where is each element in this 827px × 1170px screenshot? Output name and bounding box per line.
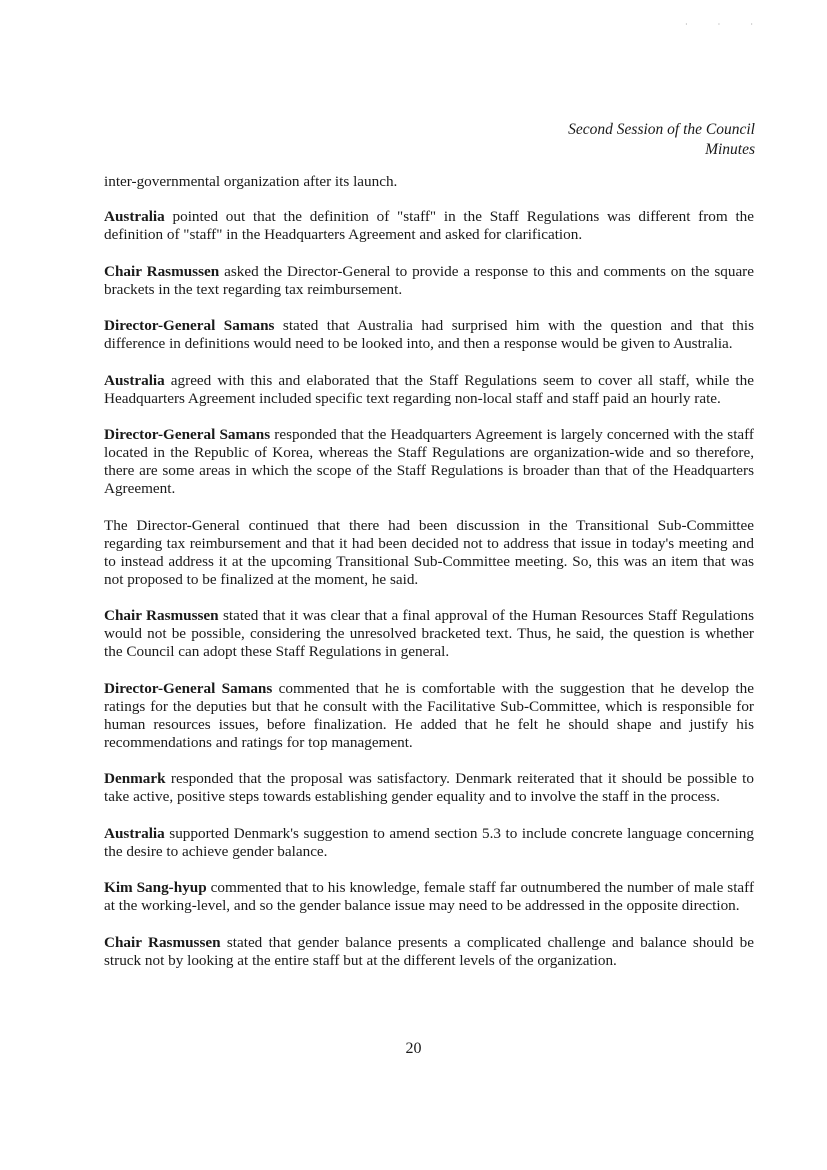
speaker-name: Director-General Samans <box>104 679 273 697</box>
paragraph-text: responded that the proposal was satisfactory. Denmark reiterated that it should be possible to take active, positive steps towards establishing gender equality and to involve the staff in the process. <box>104 770 754 805</box>
paragraph-text: stated that Australia had surprised him with the question and that this difference in definitions would need to be looked into, and then a response would be given to Australia. <box>104 317 754 352</box>
paragraph-text: inter-governmental organization after its launch. <box>104 173 398 190</box>
paragraph-text: stated that it was clear that a final approval of the Human Resources Staff Regulations would not be possible, considering the unresolved bracketed text. Thus, he said, the question is whether the Council can adopt these Staff Regulations in general. <box>104 607 754 660</box>
paragraph-text: The Director-General continued that there had been discussion in the Transitional Sub-Committee regarding tax reimbursement and that it had been decided not to address that issue in today's meeting and to instead address it at the upcoming Transitional Sub-Committee meeting. So, this was an item that was not proposed to be finalized at the moment, he said. <box>104 516 754 588</box>
minutes-body <box>104 173 754 988</box>
header-title: Second Session of the Council <box>568 121 755 138</box>
speaker-name: Chair Rasmussen <box>104 933 221 951</box>
speaker-name: Denmark <box>104 770 166 787</box>
paragraph <box>104 607 754 661</box>
speaker-name: Director-General Samans <box>104 426 271 443</box>
paragraph-text: stated that gender balance presents a complicated challenge and balance should be struck not by looking at the entire staff but at the different levels of the organization. <box>104 933 754 969</box>
speaker-name: Australia <box>104 824 165 842</box>
running-header <box>568 120 755 160</box>
speaker-name: Chair Rasmussen <box>104 607 219 624</box>
header-subtitle: Minutes <box>705 141 755 158</box>
paragraph <box>104 372 754 408</box>
speaker-name: Australia <box>104 208 165 225</box>
paragraph <box>104 173 754 191</box>
speaker-name: Australia <box>104 371 165 389</box>
speaker-name: Chair Rasmussen <box>104 262 220 280</box>
paragraph <box>104 934 754 970</box>
paragraph <box>104 770 754 806</box>
paragraph <box>104 825 754 861</box>
page-number: 20 <box>405 1040 422 1057</box>
scan-specks: · · · <box>685 20 767 29</box>
paragraph-text: commented that he is comfortable with the suggestion that he develop the ratings for the deputies but that he consult with the Facilitative Sub-Committee, which is responsible for human resources issues, before finalization. He added that he felt he should shape and justify his recommendations and ratings for top management. <box>104 679 754 751</box>
paragraph <box>104 263 754 299</box>
paragraph-text: pointed out that the definition of "staff" in the Staff Regulations was different from the definition of "staff" in the Headquarters Agreement and asked for clarification. <box>104 208 754 243</box>
paragraph <box>104 879 754 915</box>
paragraph-text: responded that the Headquarters Agreement is largely concerned with the staff located in the Republic of Korea, whereas the Staff Regulations are organization-wide and so therefore, there are some areas in which the scope of the Staff Regulations is broader than that of the Headquarters Agreement. <box>104 426 754 497</box>
paragraph-text: commented that to his knowledge, female staff far outnumbered the number of male staff at the working-level, and so the gender balance issue may need to be addressed in the opposite direction. <box>104 879 755 914</box>
paragraph <box>104 317 754 353</box>
paragraph-text: agreed with this and elaborated that the Staff Regulations seem to cover all staff, while the Headquarters Agreement included specific text regarding non-local staff and staff paid an hourly rate. <box>104 371 754 407</box>
paragraph-text: asked the Director-General to provide a response to this and comments on the square brackets in the text regarding tax reimbursement. <box>104 262 754 298</box>
paragraph <box>104 426 754 498</box>
speaker-name: Kim Sang-hyup <box>104 879 207 896</box>
paragraph <box>104 680 754 752</box>
paragraph <box>104 517 754 589</box>
speaker-name: Director-General Samans <box>104 317 275 334</box>
paragraph <box>104 208 754 244</box>
paragraph-text: supported Denmark's suggestion to amend section 5.3 to include concrete language concerning the desire to achieve gender balance. <box>104 824 754 860</box>
